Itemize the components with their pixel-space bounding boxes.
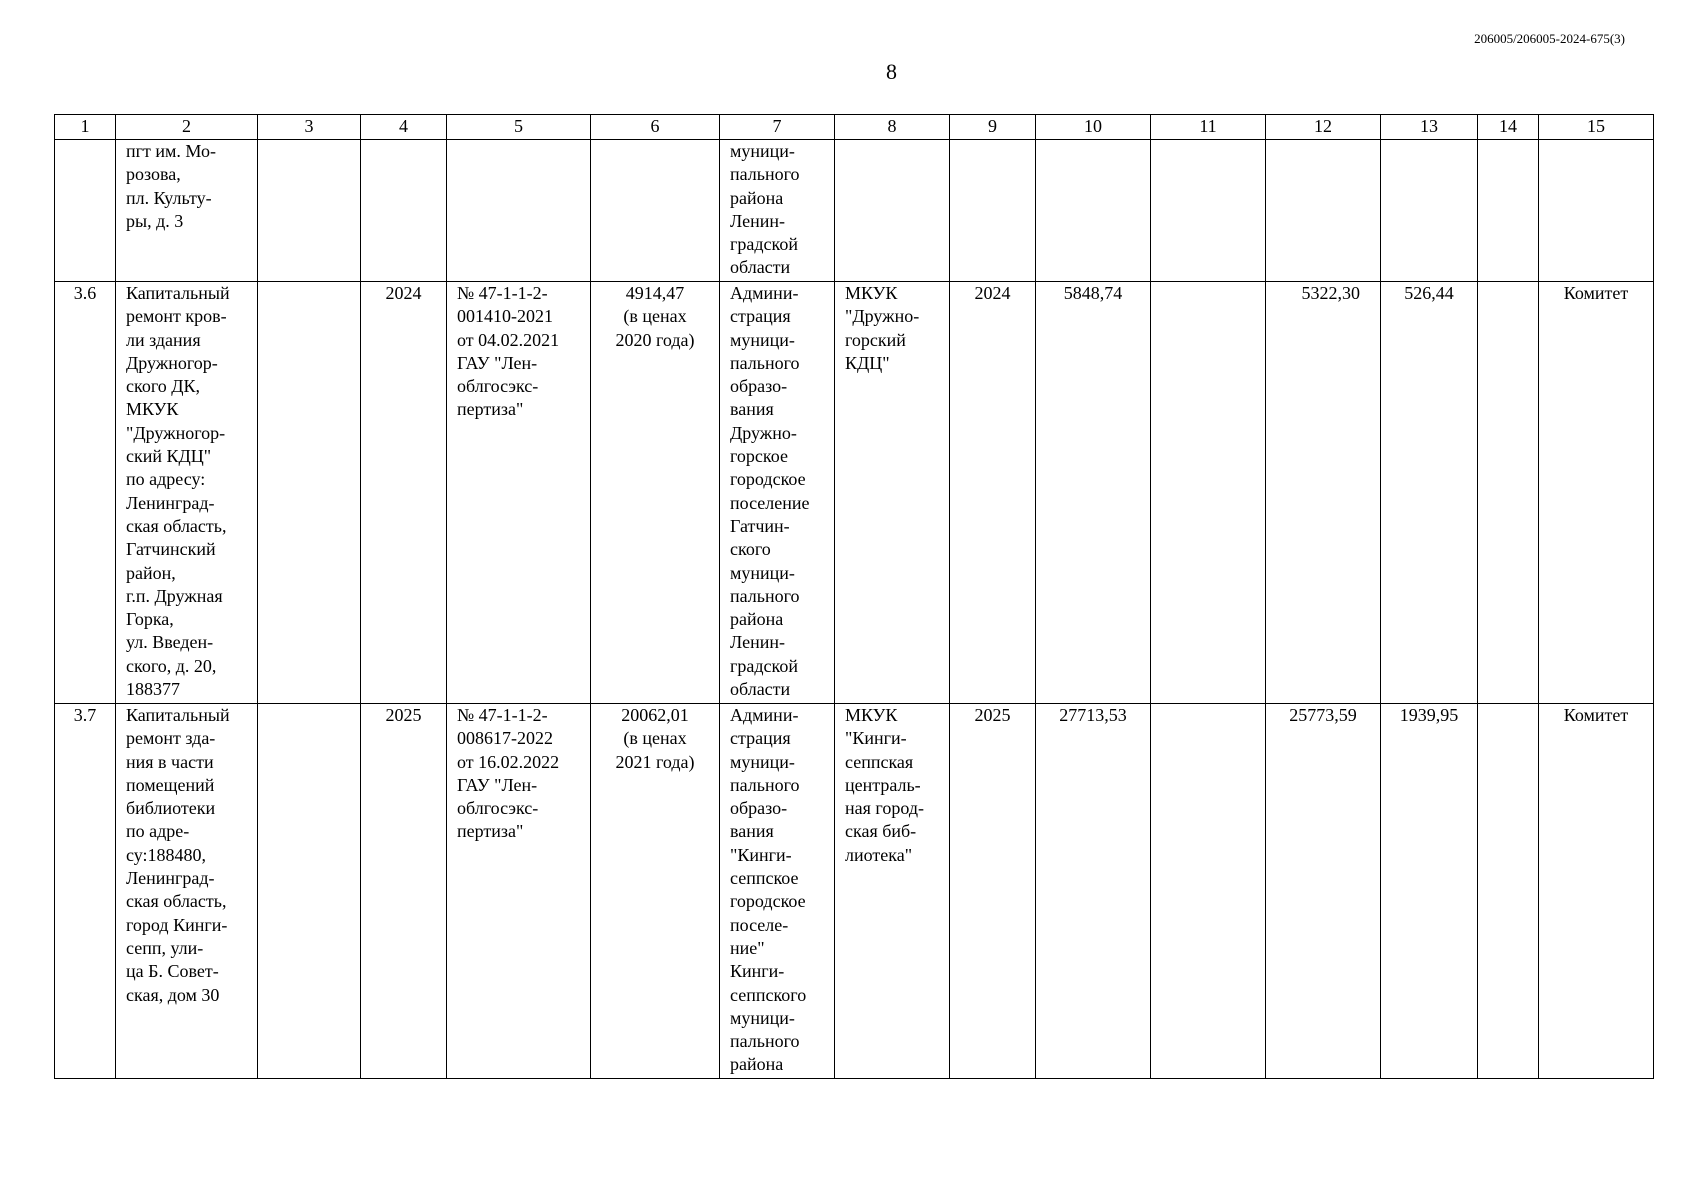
amount-cell [1381,140,1478,282]
column-header: 6 [591,115,720,140]
table-cell [1151,704,1266,1079]
amount-cell: 27713,53 [1036,704,1151,1079]
column-header: 11 [1151,115,1266,140]
table-cell [1151,282,1266,704]
estimate-cell [591,140,720,282]
expertise-cell: № 47-1-1-2- 001410-2021 от 04.02.2021 ГАУ "Лен- облгосэкс- пертиза" [447,282,591,704]
table-cell [1478,140,1539,282]
column-header: 15 [1539,115,1654,140]
table-cell [1478,704,1539,1079]
table-row [55,140,1654,282]
responsible-cell: Комитет [1539,282,1654,704]
row-number-cell: 3.7 [55,704,116,1079]
table-cell [258,140,361,282]
amount-cell [1036,140,1151,282]
table-row [55,704,1654,1079]
object-name-cell: пгт им. Мо- розова, пл. Культу- ры, д. 3 [116,140,258,282]
year-cell [361,140,447,282]
expertise-cell [447,140,591,282]
table-cell [258,704,361,1079]
amount-cell: 526,44 [1381,282,1478,704]
institution-cell: МКУК "Дружно- горский КДЦ" [835,282,950,704]
column-header: 4 [361,115,447,140]
table-cell [1478,282,1539,704]
column-header: 3 [258,115,361,140]
estimate-cell: 20062,01 (в ценах 2021 года) [591,704,720,1079]
responsible-cell [1539,140,1654,282]
amount-cell: 5848,74 [1036,282,1151,704]
amount-cell: 25773,59 [1266,704,1381,1079]
estimate-cell: 4914,47 (в ценах 2020 года) [591,282,720,704]
expertise-cell: № 47-1-1-2- 008617-2022 от 16.02.2022 ГАУ "Лен- облгосэкс- пертиза" [447,704,591,1079]
table-cell [1151,140,1266,282]
column-header: 5 [447,115,591,140]
data-table [54,114,1654,1079]
amount-cell: 5322,30 [1266,282,1381,704]
table-cell [258,282,361,704]
page-number: 8 [886,59,897,84]
column-header: 9 [950,115,1036,140]
document-id: 206005/206005-2024-675(3) [1474,31,1625,46]
year-cell: 2024 [361,282,447,704]
column-header: 10 [1036,115,1151,140]
administration-cell: Админи- страция муници- пального образо- вания "Кинги- сеппское городское поселе- ние" Кинги- сеппского муници- пального района [720,704,835,1079]
column-header: 13 [1381,115,1478,140]
table-header-row [55,115,1654,140]
column-header: 14 [1478,115,1539,140]
year-cell: 2025 [950,704,1036,1079]
column-header: 8 [835,115,950,140]
administration-cell: Админи- страция муници- пального образо- вания Дружно- горское городское поселение Гатчин- ского муници- пального района Ленин- градской области [720,282,835,704]
year-cell [950,140,1036,282]
year-cell: 2024 [950,282,1036,704]
column-header: 1 [55,115,116,140]
column-header: 2 [116,115,258,140]
object-name-cell: Капитальный ремонт кров- ли здания Дружногор- ского ДК, МКУК "Дружногор- ский КДЦ" по адресу: Ленинград- ская область, Гатчинский район, г.п. Дружная Горка, ул. Введен- ского, д. 20, 188377 [116,282,258,704]
institution-cell: МКУК "Кинги- сеппская централь- ная город- ская биб- лиотека" [835,704,950,1079]
administration-cell: муници- пального района Ленин- градской области [720,140,835,282]
amount-cell [1266,140,1381,282]
row-number-cell [55,140,116,282]
column-header: 7 [720,115,835,140]
table-row [55,282,1654,704]
responsible-cell: Комитет [1539,704,1654,1079]
row-number-cell: 3.6 [55,282,116,704]
object-name-cell: Капитальный ремонт зда- ния в части помещений библиотеки по адре- су:188480, Ленинград- ская область, город Кинги- сепп, ули- ца Б. Совет- ская, дом 30 [116,704,258,1079]
amount-cell: 1939,95 [1381,704,1478,1079]
institution-cell [835,140,950,282]
column-header: 12 [1266,115,1381,140]
year-cell: 2025 [361,704,447,1079]
